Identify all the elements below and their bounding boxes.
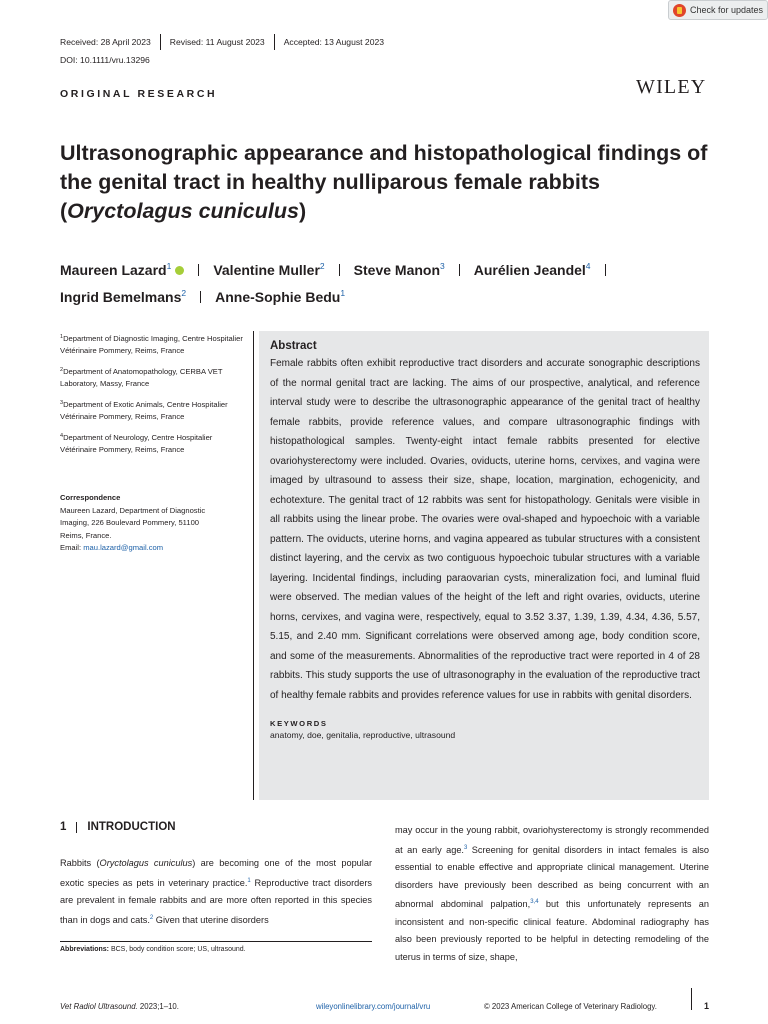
title-species: Oryctolagus cuniculus: [67, 199, 299, 223]
crossmark-icon: [673, 4, 686, 17]
page-number: 1: [704, 1001, 710, 1011]
email-label: Email:: [60, 543, 84, 552]
correspondence-line: Imaging, 226 Boulevard Pommery, 51100: [60, 518, 200, 527]
section-heading-introduction: [60, 821, 176, 833]
correspondence-line: Maureen Lazard, Department of Diagnostic: [60, 505, 206, 515]
author[interactable]: [474, 262, 591, 278]
abstract-text: Female rabbits often exhibit reproductive tract disorders and accurate sonographic descriptions of the normal genital tract are lacking. The aims of our prospective, analytical, and reference interval study were to describe the ultrasonographic appearance of the genital tract of healthy female rabbits, provide reference values, and compare ultrasonographic findings with histopathological samples. Twenty-eight intact female rabbits presented for elective ovariohysterectomy were included. Ovaries, oviducts, uterine horns, cervixes, and vagina were imaged by ultrasound to assess their size, shape, location, margination, echogenicity, and echotexture. The genital tract of 12 rabbits was sent for histopathology. Genitals were visible in all rabbits using the linear probe. The ovaries were oval-shaped and hypoechoic with a variable pattern. The oviducts, uterine horns, and vagina appeared as tubular structures with a consistent distinct layering, and the cervix as two contiguous hypoechoic tubular structures with a variable layering. Incidental findings, including paraovarian cysts, mineralization foci, and luminal fluid were observed. The median values of the height of the left and right ovaries, oviducts, uterine horns, cervixes, and vagina were, respectively, equal to 3.52 3.37, 1.39, 1.39, 4.34, 4.36, 5.57, 5.15, and 2.40 mm. Significant correlations were observed among age, body condition score, and some of the measurements. Abnormalities of the reproductive tract were reported in 4 of 28 rabbits. This study supports the use of ultrasonography in the evaluation of the reproductive tract of healthy female rabbits and provides reference values for use in rabbits with genital disorders.: [270, 358, 700, 701]
species-name: Oryctolagus cuniculus: [99, 858, 193, 868]
keywords-heading: KEYWORDS: [270, 719, 328, 728]
date-separator: [160, 34, 161, 50]
author-row: [60, 282, 720, 309]
footer-journal-link[interactable]: wileyonlinelibrary.com/journal/vru: [316, 1002, 431, 1011]
correspondence-line: Reims, France.: [60, 530, 112, 540]
abstract-heading: Abstract: [270, 340, 317, 352]
text-run: Reproductive tract disorders are prevalent in female rabbits and are more often reported in this species than in dogs and cats.: [60, 877, 372, 925]
citation-ref[interactable]: 1: [247, 877, 251, 884]
affiliation: [60, 364, 248, 390]
author-separator: [200, 291, 201, 303]
correspondence: [60, 492, 250, 555]
text-run: Screening for genital disorders in intact females is also essential to enable effective and appropriate clinical management. Uterine disorders have previously been described as being concurrent with an abnormal abdominal palpation,: [395, 844, 709, 909]
affiliation-number: 1: [60, 334, 64, 340]
author-affiliation-ref[interactable]: 2: [319, 261, 325, 271]
citation-ref[interactable]: 3,4: [530, 899, 539, 905]
affiliation: [60, 331, 248, 357]
publisher-logo: WILEY: [636, 76, 707, 98]
heading-separator: [76, 822, 77, 833]
doi: DOI: 10.1111/vru.13296: [60, 55, 150, 65]
author-affiliation-ref[interactable]: 3: [440, 261, 445, 271]
text-run: ) are becoming one of the most popular exotic species as pets in veterinary practice.: [60, 858, 372, 888]
author[interactable]: [215, 289, 345, 305]
author-name: Anne-Sophie Bedu: [215, 289, 341, 305]
author-affiliation-ref[interactable]: 1: [166, 261, 172, 271]
abbreviations-text: BCS, body condition score; US, ultrasound.: [109, 946, 246, 953]
author[interactable]: [60, 262, 184, 278]
title-paren-open: (: [60, 199, 68, 223]
text-run: Rabbits (: [60, 858, 100, 868]
keywords: anatomy, doe, genitalia, reproductive, ultrasound: [270, 730, 456, 740]
article-title: [60, 139, 720, 226]
author-name: Valentine Muller: [213, 262, 320, 278]
abbreviations-label: Abbreviations:: [60, 946, 110, 953]
author-affiliation-ref[interactable]: 4: [585, 261, 591, 271]
footer-rule: [691, 988, 692, 1010]
author-separator: [459, 264, 460, 276]
affiliation-number: 4: [60, 433, 64, 439]
author-name: Aurélien Jeandel: [473, 262, 586, 278]
footer-copyright: © 2023 American College of Veterinary Radiology.: [484, 1002, 657, 1011]
check-for-updates-button[interactable]: [668, 0, 768, 20]
affiliation-number: 3: [60, 400, 64, 406]
article-dates: [60, 34, 384, 50]
check-for-updates-label: Check for updates: [690, 5, 764, 15]
author-name: Ingrid Bemelmans: [60, 289, 182, 305]
title-line-2: the genital tract in healthy nulliparous female rabbits: [60, 170, 600, 194]
author-affiliation-ref[interactable]: 2: [181, 288, 187, 298]
orcid-icon[interactable]: [175, 266, 184, 275]
received-date: Received: 28 April 2023: [60, 37, 151, 47]
affiliations: [60, 331, 248, 463]
footnote-rule: [60, 941, 372, 942]
section-number: 1: [60, 821, 67, 833]
affiliation-number: 2: [60, 367, 64, 373]
author-list: [60, 255, 720, 309]
affiliation: [60, 430, 248, 456]
affiliation: [60, 397, 248, 423]
date-separator: [274, 34, 275, 50]
author-separator: [339, 264, 340, 276]
author-name: Maureen Lazard: [60, 262, 167, 278]
title-line-1: Ultrasonographic appearance and histopathological findings of: [60, 141, 708, 165]
intro-paragraph-left: [60, 855, 372, 929]
correspondence-heading: Correspondence: [60, 493, 121, 502]
title-paren-close: ): [298, 199, 307, 223]
citation-ref[interactable]: 3: [464, 844, 468, 851]
author-name: Steve Manon: [353, 262, 441, 278]
text-run: but this unfortunately represents an inconsistent and non-specific clinical feature. Abdominal radiography has also been previously reported to be helpful in detecting remodeling of the uterus in terms of size, shape,: [395, 899, 709, 962]
text-run: Given that uterine disorders: [153, 914, 269, 925]
affiliation-text: Department of Neurology, Centre Hospitalier Vétérinaire Pommery, Reims, France: [60, 433, 213, 454]
abbreviations-footnote: [60, 946, 246, 953]
author-separator: [605, 264, 606, 276]
section-label: ORIGINAL RESEARCH: [60, 88, 218, 100]
author-affiliation-ref[interactable]: 1: [340, 288, 346, 298]
author[interactable]: [213, 262, 324, 278]
footer-journal: [60, 1002, 179, 1011]
author[interactable]: [60, 289, 186, 305]
affiliation-text: Department of Exotic Animals, Centre Hospitalier Vétérinaire Pommery, Reims, France: [60, 400, 228, 421]
email-link[interactable]: mau.lazard@gmail.com: [83, 543, 164, 552]
affiliation-text: Department of Diagnostic Imaging, Centre Hospitalier Vétérinaire Pommery, Reims, France: [60, 334, 243, 355]
author[interactable]: [354, 262, 445, 278]
text-run: may occur in the young rabbit, ovariohysterectomy is strongly recommended at an early age.: [395, 825, 709, 855]
abstract-rule: [253, 331, 254, 800]
correspondence-email-row: [60, 542, 250, 555]
abstract-box: [259, 331, 709, 800]
journal-name: Vet Radiol Ultrasound.: [60, 1002, 138, 1011]
revised-date: Revised: 11 August 2023: [169, 37, 265, 47]
journal-citation: 2023;1–10.: [137, 1002, 179, 1011]
intro-paragraph-right: [395, 822, 709, 966]
affiliation-text: Department of Anatomopathology, CERBA VET Laboratory, Massy, France: [60, 367, 223, 388]
citation-ref[interactable]: 2: [149, 914, 154, 921]
author-row: [60, 255, 720, 282]
accepted-date: Accepted: 13 August 2023: [283, 37, 385, 47]
section-title: INTRODUCTION: [87, 821, 176, 833]
author-separator: [198, 264, 199, 276]
